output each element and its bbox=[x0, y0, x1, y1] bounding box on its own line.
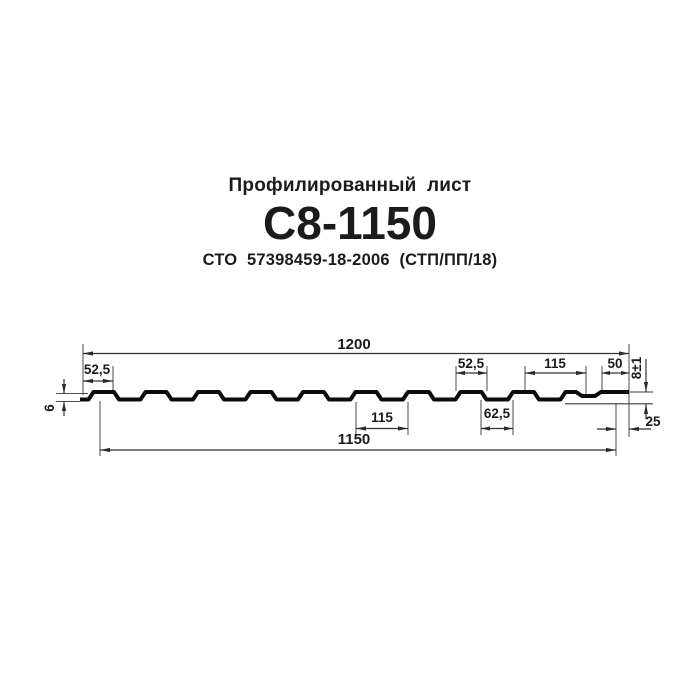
dim-right-crest-label: 52,5 bbox=[457, 356, 485, 371]
dim-profile-height-label: 8±1 bbox=[629, 356, 644, 380]
dim-overlap-label: 25 bbox=[645, 414, 661, 429]
dim-useful-width-lines bbox=[100, 448, 616, 452]
sheet-profile-outline bbox=[80, 392, 629, 400]
dim-profile-height-lines bbox=[644, 359, 648, 419]
dim-bottom-pitch-lines bbox=[356, 426, 408, 430]
dim-overall-width-label: 1200 bbox=[337, 336, 371, 353]
dim-top-pitch-lines bbox=[525, 371, 586, 375]
dim-edge-height-lines bbox=[62, 379, 66, 416]
dim-valley-width-label: 62,5 bbox=[483, 406, 511, 421]
dim-top-pitch-label: 115 bbox=[544, 356, 566, 371]
dim-right-crest-lines bbox=[456, 371, 487, 375]
dim-edge-flat-label: 50 bbox=[607, 356, 623, 371]
dim-edge-flat-lines bbox=[602, 371, 629, 375]
profile-name-title: С8-1150 bbox=[263, 197, 437, 249]
dim-left-crest-lines bbox=[83, 379, 113, 383]
dim-useful-width-label: 1150 bbox=[337, 431, 371, 448]
dim-edge-height-label: 6 bbox=[42, 404, 57, 412]
dim-left-crest-label: 52,5 bbox=[83, 362, 111, 377]
standard-reference: СТО 57398459-18-2006 (СТП/ПП/18) bbox=[202, 251, 498, 269]
dim-valley-width-lines bbox=[481, 426, 513, 430]
dim-bottom-pitch-label: 115 bbox=[371, 410, 393, 425]
sheet-type-subtitle: Профилированный лист bbox=[228, 175, 472, 196]
